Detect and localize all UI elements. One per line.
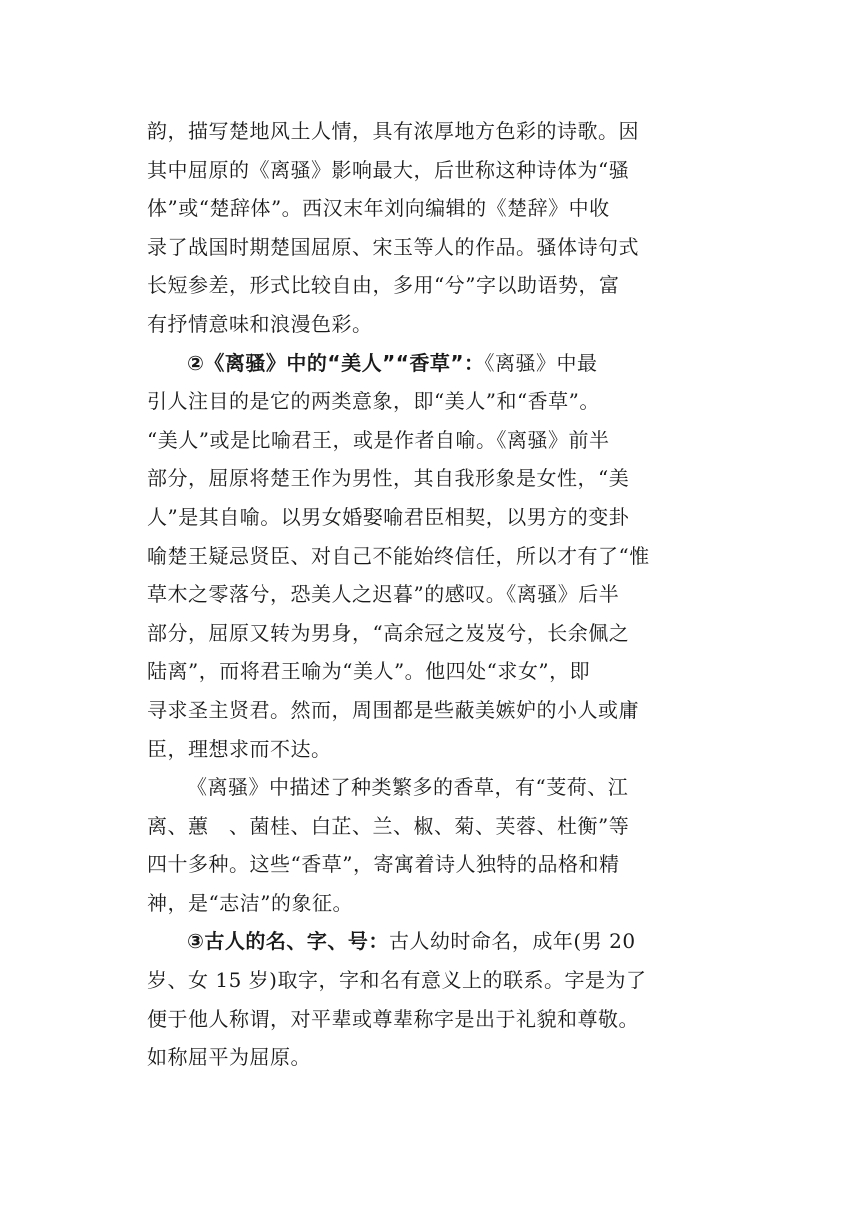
para2-line-2: 引人注目的是它的两类意象，即“美人”和“香草”。 (147, 389, 600, 414)
para4-first-line (147, 922, 713, 961)
para2-line-9: 陆离”，而将君王喻为“美人”。他四处“求女”，即 (147, 659, 591, 684)
para2-line-11: 臣，理想求而不达。 (147, 736, 332, 761)
para4-line-4: 如称屈平为屈原。 (147, 1045, 311, 1070)
para1-line-2: 其中屈原的《离骚》影响最大，后世称这种诗体为“骚 (147, 157, 630, 182)
para4-line-3: 便于他人称谓，对平辈或尊辈称字是出于礼貌和尊敬。 (147, 1006, 639, 1031)
para4-first-line-rest: 古人幼时命名，成年(男 20 (388, 929, 636, 954)
para1-line-4: 录了战国时期楚国屈原、宋玉等人的作品。骚体诗句式 (147, 234, 639, 259)
para2-first-line-rest: 《离骚》中最 (484, 350, 598, 375)
para3-line-2: 离、蕙 、菌桂、白芷、兰、椒、菊、芙蓉、杜衡”等 (147, 813, 630, 838)
para3-line-3: 四十多种。这些“香草”，寄寓着诗人独特的品格和精 (147, 852, 620, 877)
para2-heading: ②《离骚》中的“美人”“香草”： (187, 350, 485, 375)
para2-line-7: 草木之零落兮，恐美人之迟暮”的感叹。《离骚》后半 (147, 582, 620, 607)
para2-line-6: 喻楚王疑忌贤臣、对自己不能始终信任，所以才有了“惟 (147, 543, 650, 568)
para2-line-10: 寻求圣主贤君。然而，周围都是些蔽美嫉妒的小人或庸 (147, 697, 639, 722)
para1-line-1: 韵，描写楚地风土人情，具有浓厚地方色彩的诗歌。因 (147, 119, 639, 143)
para2-line-5: 人”是其自喻。以男女婚娶喻君臣相契，以男方的变卦 (147, 504, 630, 529)
para1-line-3: 体”或“楚辞体”。西汉末年刘向编辑的《楚辞》中收 (147, 196, 610, 221)
para3-line-4: 神，是“志洁”的象征。 (147, 890, 353, 915)
para2-first-line (147, 344, 713, 383)
document-body (147, 112, 713, 1077)
para1-line-5: 长短参差，形式比较自由，多用“兮”字以助语势，富 (147, 273, 620, 298)
para4-heading: ③古人的名、字、号： (187, 929, 389, 954)
para2-line-8: 部分，屈原又转为男身，“高余冠之岌岌兮，长余佩之 (147, 620, 630, 645)
para3-line-1: 《离骚》中描述了种类繁多的香草，有“芰荷、江 (187, 775, 629, 800)
para1-line-6: 有抒情意味和浪漫色彩。 (147, 311, 373, 336)
para4-line-2: 岁、女 15 岁)取字，字和名有意义上的联系。字是为了 (147, 968, 647, 993)
para2-line-3: “美人”或是比喻君王，或是作者自喻。《离骚》前半 (147, 427, 610, 452)
para2-line-4: 部分，屈原将楚王作为男性，其自我形象是女性，“美 (147, 466, 630, 491)
